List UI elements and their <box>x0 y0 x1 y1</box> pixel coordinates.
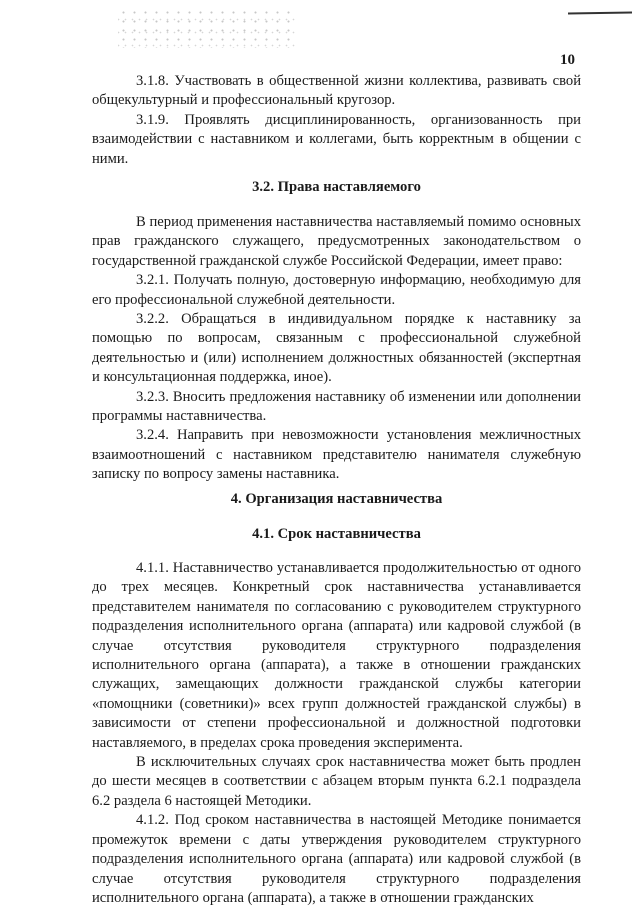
paragraph: В период применения наставничества наставляемый помимо основных прав гражданского служащего, предусмотренных законодательством о государственной гражданской службе Российской Федерации, имеет право: <box>92 214 581 269</box>
page-number: 10 <box>560 52 575 68</box>
paragraph: 3.1.9. Проявлять дисциплинированность, организованность при взаимодействии с наставником и коллегами, быть корректным в общении с ними. <box>92 111 581 167</box>
section-heading-4: 4. Организация наставничества <box>230 491 443 507</box>
paragraph: 3.1.8. Участвовать в общественной жизни коллектива, развивать свой общекультурный и профессиональный кругозор. <box>92 73 581 109</box>
clause-3-1-continuation <box>92 72 581 169</box>
section-3-2-body <box>92 213 581 485</box>
paragraph: 4.1.2. Под сроком наставничества в настоящей Методике понимается промежуток времени с даты утверждения руководителем структурного подразделения исполнительного органа (аппарата) или кадровой службой (в случае отсутствия руководителя структурного подразделения исполнительного органа (аппарата), а также в отношении гражданских <box>92 812 581 906</box>
paragraph: В исключительных случаях срок наставничества может быть продлен до шести месяцев в соответствии с абзацем вторым пункта 6.2.1 подраздела 6.2 раздела 6 настоящей Методики. <box>92 754 581 809</box>
corner-mark <box>568 11 632 14</box>
paragraph: 4.1.1. Наставничество устанавливается продолжительностью от одного до трех месяцев. Конкретный срок наставничества устанавливается представителем нанимателя по согласованию с руководителем структурного подразделения исполнительного органа (аппарата) или кадровой службой (в случае отсутствия руководителя структурного подразделения исполнительного органа (аппарата), а также в отношении гражданских служащих, замещающих должности гражданской службы категории «помощники (советники)» всех групп должностей гражданской службы) в зависимости от степени профессиональной и должностной подготовки наставляемого, в пределах срока проведения эксперимента. <box>92 560 581 751</box>
scan-artifact <box>118 8 298 48</box>
paragraph: 3.2.3. Вносить предложения наставнику об изменении или дополнении программы наставничества. <box>92 388 581 425</box>
section-heading-3-2: 3.2. Права наставляемого <box>252 179 421 195</box>
paragraph: 3.2.2. Обращаться в индивидуальном порядке к наставнику за помощью по вопросам, связанным с профессиональной служебной деятельностью и (или) исполнением должностных обязанностей (экспертная и консультационная поддержка, иное). <box>92 311 581 386</box>
section-4-1-body <box>92 559 581 908</box>
section-heading-4-1: 4.1. Срок наставничества <box>252 526 421 542</box>
paragraph: 3.2.4. Направить при невозможности установления межличностных взаимоотношений с наставником представителю нанимателя служебную записку по вопросу замены наставника. <box>92 427 581 483</box>
paragraph: 3.2.1. Получать полную, достоверную информацию, необходимую для его профессиональной служебной деятельности. <box>92 272 581 308</box>
